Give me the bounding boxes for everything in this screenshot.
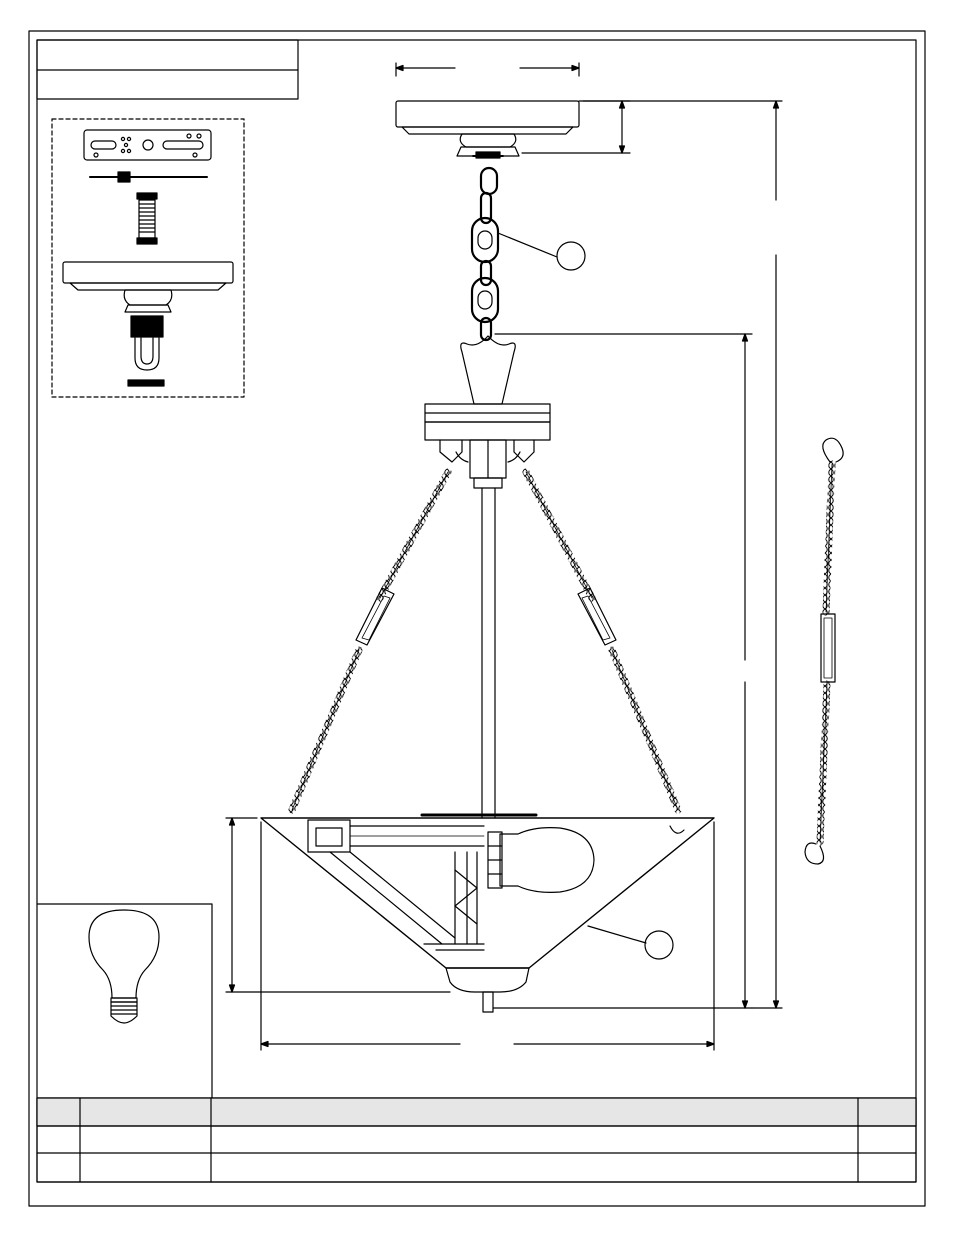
side-chains: [292, 472, 678, 810]
shade-height-dimension: [226, 818, 450, 992]
parts-table: [37, 1098, 916, 1182]
glass-callout: [588, 926, 673, 959]
overall-height-dimension: [579, 101, 782, 1008]
mounting-hardware-icon: [52, 119, 244, 397]
canopy-dimensions: [396, 63, 630, 153]
center-stem: [482, 488, 495, 818]
outer-border: [29, 31, 925, 1206]
spare-chain-icon: [805, 438, 843, 864]
chain: [472, 168, 498, 340]
pendant-fixture-icon: [261, 815, 714, 1012]
fixture-hanger: [425, 336, 550, 488]
light-bulb-icon: [37, 904, 212, 1098]
inner-border: [37, 40, 916, 1182]
title-block: [37, 40, 298, 99]
ceiling-canopy: [396, 101, 579, 158]
chain-callout: [498, 233, 585, 270]
